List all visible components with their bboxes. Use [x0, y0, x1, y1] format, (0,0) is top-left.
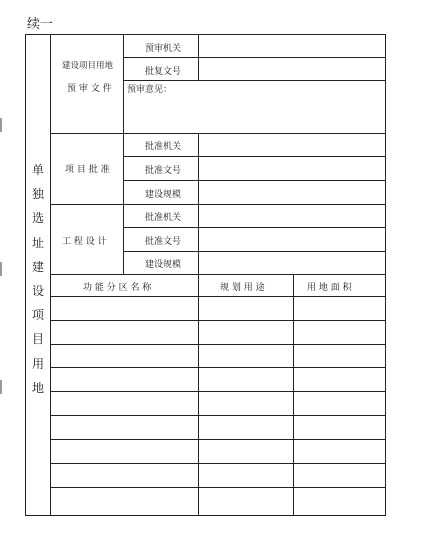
field-value-approving-authority[interactable] [205, 138, 381, 152]
group-sublabel-prequalify: 预 审 文 件 [67, 84, 112, 94]
field-value-approval-doc-number[interactable] [205, 162, 381, 176]
column-header-zone-name: 功 能 分 区 名 称 [83, 283, 152, 293]
group-label-project-approval: 项 目 批 准 [65, 165, 110, 175]
field-label-approval-number: 批复文号 [145, 67, 182, 77]
field-value-prequalify-authority[interactable] [205, 40, 381, 54]
binding-mark [0, 380, 2, 394]
group-label-prequalify: 建设项目用地 [62, 61, 114, 71]
field-label-construction-scale: 建设规模 [145, 190, 182, 200]
field-label-design-authority: 批准机关 [145, 213, 182, 223]
field-value-design-doc-number[interactable] [205, 233, 381, 247]
field-label-design-scale: 建设规模 [145, 260, 182, 270]
field-label-approving-authority: 批准机关 [145, 142, 182, 152]
field-value-construction-scale[interactable] [205, 186, 381, 200]
page-title: 续一 [27, 17, 54, 32]
field-label-approval-doc-number: 批准文号 [145, 166, 182, 176]
prequalify-opinion-label: 预审意见： [127, 85, 173, 95]
column-header-land-area: 用 地 面 积 [307, 283, 352, 293]
section-title-vertical: 单 独 选 址 建 设 项 目 用 地 [31, 163, 44, 395]
field-value-design-scale[interactable] [205, 256, 381, 270]
column-header-planned-use: 规 划 用 途 [220, 283, 265, 293]
form-table [25, 34, 386, 516]
field-label-design-doc-number: 批准文号 [145, 237, 182, 247]
binding-mark [0, 118, 2, 132]
binding-mark [0, 262, 2, 276]
field-value-approval-number[interactable] [205, 63, 381, 77]
group-label-engineering-design: 工 程 设 计 [62, 237, 107, 247]
field-value-design-authority[interactable] [205, 209, 381, 223]
field-label-prequalify-authority: 预审机关 [145, 44, 182, 54]
